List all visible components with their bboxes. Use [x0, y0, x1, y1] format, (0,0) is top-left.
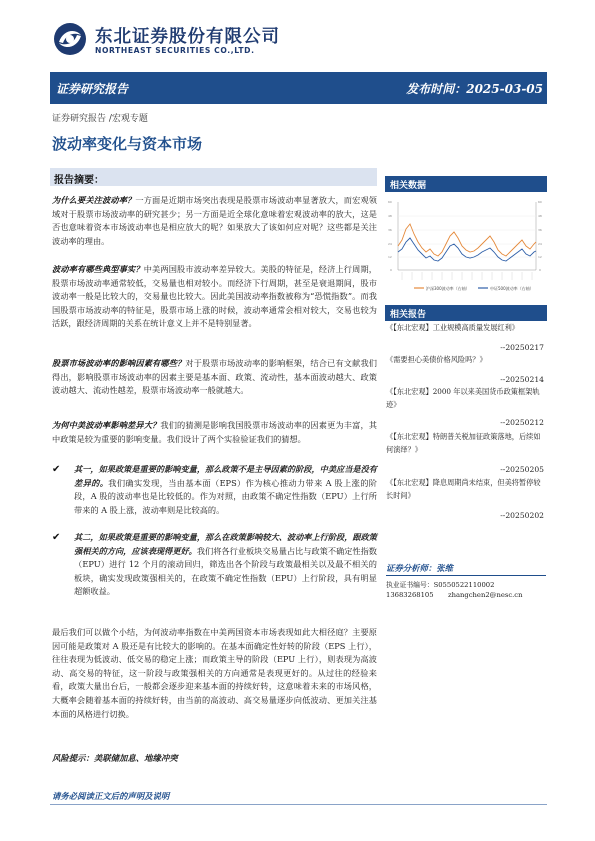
- brand-name-en: NORTHEAST SECURITIES CO.,LTD.: [95, 46, 255, 55]
- related-report-link[interactable]: 《【东北宏观】降息周期尚未结束，但美将暂停较长时间》: [386, 478, 541, 500]
- company-logo-icon: [53, 22, 87, 56]
- paragraph-lead: 为什么要关注波动率？: [52, 195, 136, 205]
- bullet-text: 我们将各行业板块交易量占比与政策不确定性指数（EPU）进行 12 个月的滚动回归，筛选出各个阶段与政策最相关以及最不相关的板块，确实发现政策强相关的，在政策不确定性指数（EPU）上行阶段，具有明显超额收益。: [74, 545, 377, 597]
- bullet-item: [52, 463, 377, 517]
- bullet-lead: 其二，如果政策是重要的影响变量，那么在政策影响较大、波动率上行阶段，跟政策强相关的方向，应该表现得更好。: [74, 532, 377, 556]
- svg-text:60: 60: [538, 200, 542, 204]
- related-report-date: --20250214: [500, 375, 544, 384]
- analyst-email[interactable]: zhangchen2@nesc.cn: [448, 591, 523, 599]
- related-report-link[interactable]: 《需要担心美债价格风险吗？》: [386, 355, 487, 364]
- svg-text:24: 24: [538, 242, 542, 246]
- page-title: 波动率变化与资本市场: [52, 135, 203, 153]
- svg-text:0: 0: [539, 268, 541, 272]
- related-reports-title: 相关报告: [390, 310, 427, 320]
- bullet-text: 我们确实发现，当由基本面（EPS）作为核心推动力带来 A 股上涨的阶段，A 股的波动率也是比较低的。作为对照，由政策不确定性指数（EPU）上行所带来的 A 股上涨，波动率则是比较高的。: [74, 477, 377, 515]
- related-report-date: --20250202: [500, 511, 544, 520]
- paragraph-text: 我们的猜测是影响我国股票市场波动率的因素更为丰富，其中政策是较为重要的影响变量。我们设计了两个实验验证我们的猜想。: [52, 420, 377, 444]
- publish-date: 发布时间：2025-03-05: [406, 82, 543, 96]
- paragraph-lead: 波动率有哪些典型事实？: [52, 264, 144, 274]
- brand-name-cn: 东北证券股份有限公司: [95, 27, 280, 47]
- legend-label-1: 沪深300波动率（右轴）: [426, 286, 470, 291]
- paragraph-text: 一方面是近期市场突出表现是股票市场波动率显著放大，而宏观领域对于股票市场波动率的研究甚少；另一方面是近全球化意味着宏观波动率的放大，这是否也意味着资本市场波动率也是相应放大的呢？如果放大了该如何应对呢？这些都是关注波动率的理由。: [52, 195, 377, 246]
- legend-label-2: 中证500波动率（右轴）: [490, 286, 534, 291]
- bullet-lead: 其一，如果政策是重要的影响变量，那么政策不是主导因素的阶段，中美应当是没有差异的。: [74, 464, 377, 488]
- report-type-label: 证券研究报告: [56, 82, 129, 96]
- related-report-link[interactable]: 《【东北宏观】工业规模高质量发展红利》: [386, 323, 519, 332]
- paragraph-lead: 为何中美波动率影响差异大？: [52, 420, 161, 430]
- svg-text:48: 48: [388, 214, 392, 218]
- footer-divider: [50, 804, 547, 805]
- related-report-date: --20250217: [500, 343, 544, 352]
- related-report-link[interactable]: 《【东北宏观】2000 年以来美国货币政策框架轨迹》: [386, 387, 540, 409]
- footer-disclaimer[interactable]: 请务必阅读正文后的声明及说明: [52, 791, 170, 801]
- conclusion-paragraph: 最后我们可以做个小结，为何波动率指数在中美两国资本市场表现如此大相径庭？主要原因可能是政策对 A 股还是有比较大的影响的。在基本面确定性好转的阶段（EPS 上行），往往表现为低波动、低交易的稳定上涨；而政策主导的阶段（EPU 上行），则表现为高波动、高交易的特征，这一阶段与政策强相关的方向通常是表现更好的。从过往的经验来看，政策大量出台后，一般都会逐步迎来基本面的持续好转，这意味着未来的市场风格，大概率会随着基本面的持续好转，由当前的高波动、高交易量逐步向低波动、更加关注基本面的风格进行切换。: [52, 627, 377, 719]
- svg-text:36: 36: [388, 228, 392, 232]
- related-data-title: 相关数据: [390, 181, 427, 191]
- risk-label: 风险提示：: [52, 753, 94, 763]
- summary-label: 报告摘要：: [54, 175, 104, 186]
- paragraph-lead: 股票市场波动率的影响因素有哪些？: [52, 358, 186, 368]
- svg-text:36: 36: [538, 228, 542, 232]
- analyst-divider: [386, 575, 546, 576]
- paragraph-why-volatility: [52, 194, 377, 248]
- paragraph-influence-factors: [52, 357, 377, 398]
- checkmark-icon: ✔: [52, 464, 61, 475]
- paragraph-text: 中美两国股市波动率差异较大。美股的特征是，经济上行周期，股票市场波动率通常较低，交易量也相对较小。而经济下行周期，甚至是衰退期间，股市波动率一般是比较大的，交易量也比较大。因此美国波动率指数被称为“恐慌指数”。而我国股票市场波动率的特征是，股票市场上涨的时候，波动率通常会相对较大，交易也较为活跃，跟经济周期的关系在统计意义上并不是特别显著。: [52, 264, 377, 329]
- paragraph-text: 对于股票市场波动率的影响框架，结合已有文献我们得出，影响股票市场波动率的因素主要是基本面、政策、流动性，基本面波动越大、政策波动越大、流动性越差，股票市场波动率一般就越大。: [52, 358, 377, 396]
- related-report-date: --20250205: [500, 465, 544, 474]
- breadcrumb: 证券研究报告 /宏观专题: [52, 114, 148, 124]
- risk-text: 美联储加息、地缘冲突: [93, 753, 178, 763]
- paragraph-typical-facts: [52, 263, 377, 331]
- analyst-label: 证券分析师：张维: [386, 563, 453, 573]
- analyst-phone: 13683268105: [386, 591, 434, 599]
- svg-text:24: 24: [388, 242, 392, 246]
- related-report-link[interactable]: 《【东北宏观】特朗普关税加征政策落地，后续如何演绎？》: [386, 432, 541, 454]
- bullet-item: [52, 531, 377, 599]
- svg-text:0: 0: [390, 268, 392, 272]
- paragraph-why-different: [52, 419, 377, 446]
- related-report-date: --20250212: [500, 418, 544, 427]
- volatility-chart: [386, 194, 546, 296]
- svg-text:12: 12: [538, 255, 542, 259]
- svg-text:60: 60: [388, 200, 392, 204]
- svg-text:12: 12: [388, 255, 392, 259]
- svg-text:48: 48: [538, 214, 542, 218]
- analyst-license: 执业证书编号：S0550522110002: [386, 581, 495, 589]
- risk-note: [52, 752, 178, 764]
- checkmark-icon: ✔: [52, 532, 61, 543]
